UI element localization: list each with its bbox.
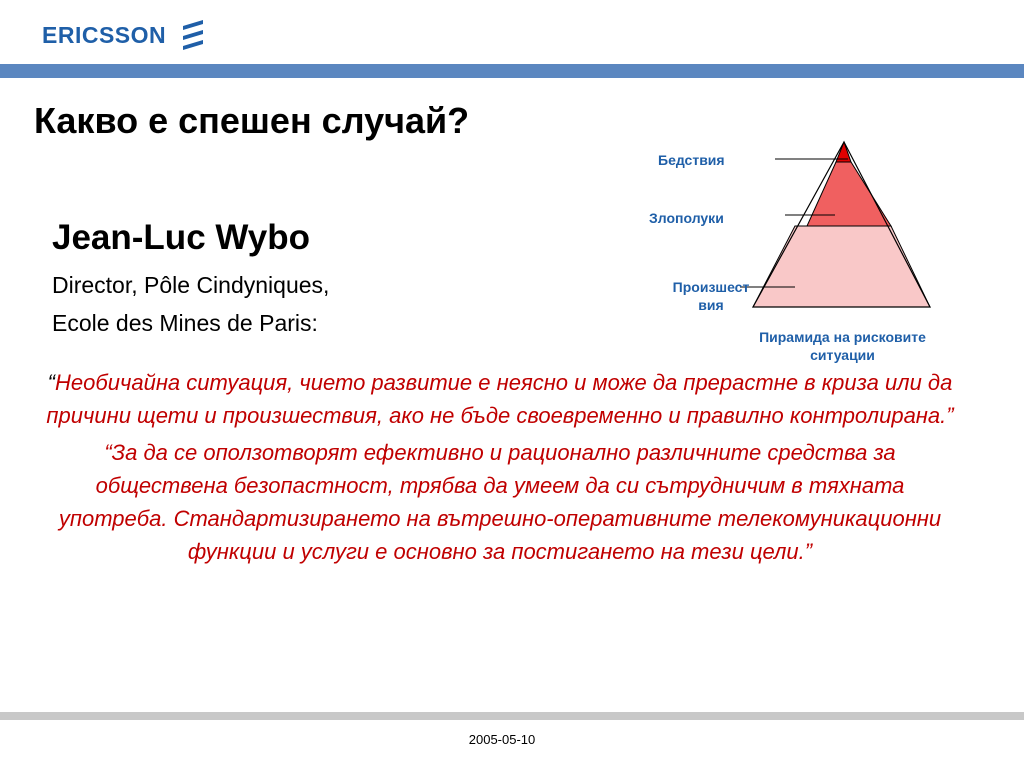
header-accent-bar — [0, 64, 1024, 78]
quote-2: “За да се оползотворят ефективно и рационално различните средства за обществена безопастност, трябва да умеем да си сътрудничим в тяхната употреба. Стандартизирането на вътрешно-оперативните телекомуникационни функции и услуги е основно за постигането на тези цели.” — [58, 440, 942, 564]
quote-1-text: Необичайна ситуация, чието развитие е неясно и може да прерастне в криза или да причини щети и произшествия, ако не бъде своевременно и правилно контролирана.” — [46, 370, 954, 428]
author-affiliation — [52, 266, 329, 342]
author-name: Jean-Luc Wybo — [52, 218, 311, 257]
quote-1 — [40, 366, 960, 432]
footer-date: 2005-05-10 — [468, 732, 536, 747]
pyramid-label-incidents: Произшест вия — [672, 279, 750, 313]
logo-text: ERICSSON — [42, 21, 167, 48]
pyramid-caption: Пирамида на рисковите ситуации — [759, 329, 926, 363]
pyramid-tier-bottom — [753, 226, 930, 307]
ericsson-logo — [42, 18, 206, 52]
quote-1-open-mark: “ — [47, 370, 55, 395]
slide-title: Какво е спешен случай? — [34, 100, 470, 141]
affiliation-line-1: Director, Pôle Cindyniques, — [52, 272, 330, 298]
ericsson-stripes-icon — [180, 19, 206, 51]
pyramid-tier-middle — [807, 162, 891, 226]
quotes-block — [40, 366, 960, 572]
footer-bar — [0, 712, 1024, 720]
risk-pyramid-diagram — [640, 135, 960, 365]
affiliation-line-2: Ecole des Mines de Paris: — [52, 310, 318, 336]
pyramid-label-accidents: Злополуки — [649, 210, 724, 226]
pyramid-label-disasters: Бедствия — [658, 152, 725, 168]
